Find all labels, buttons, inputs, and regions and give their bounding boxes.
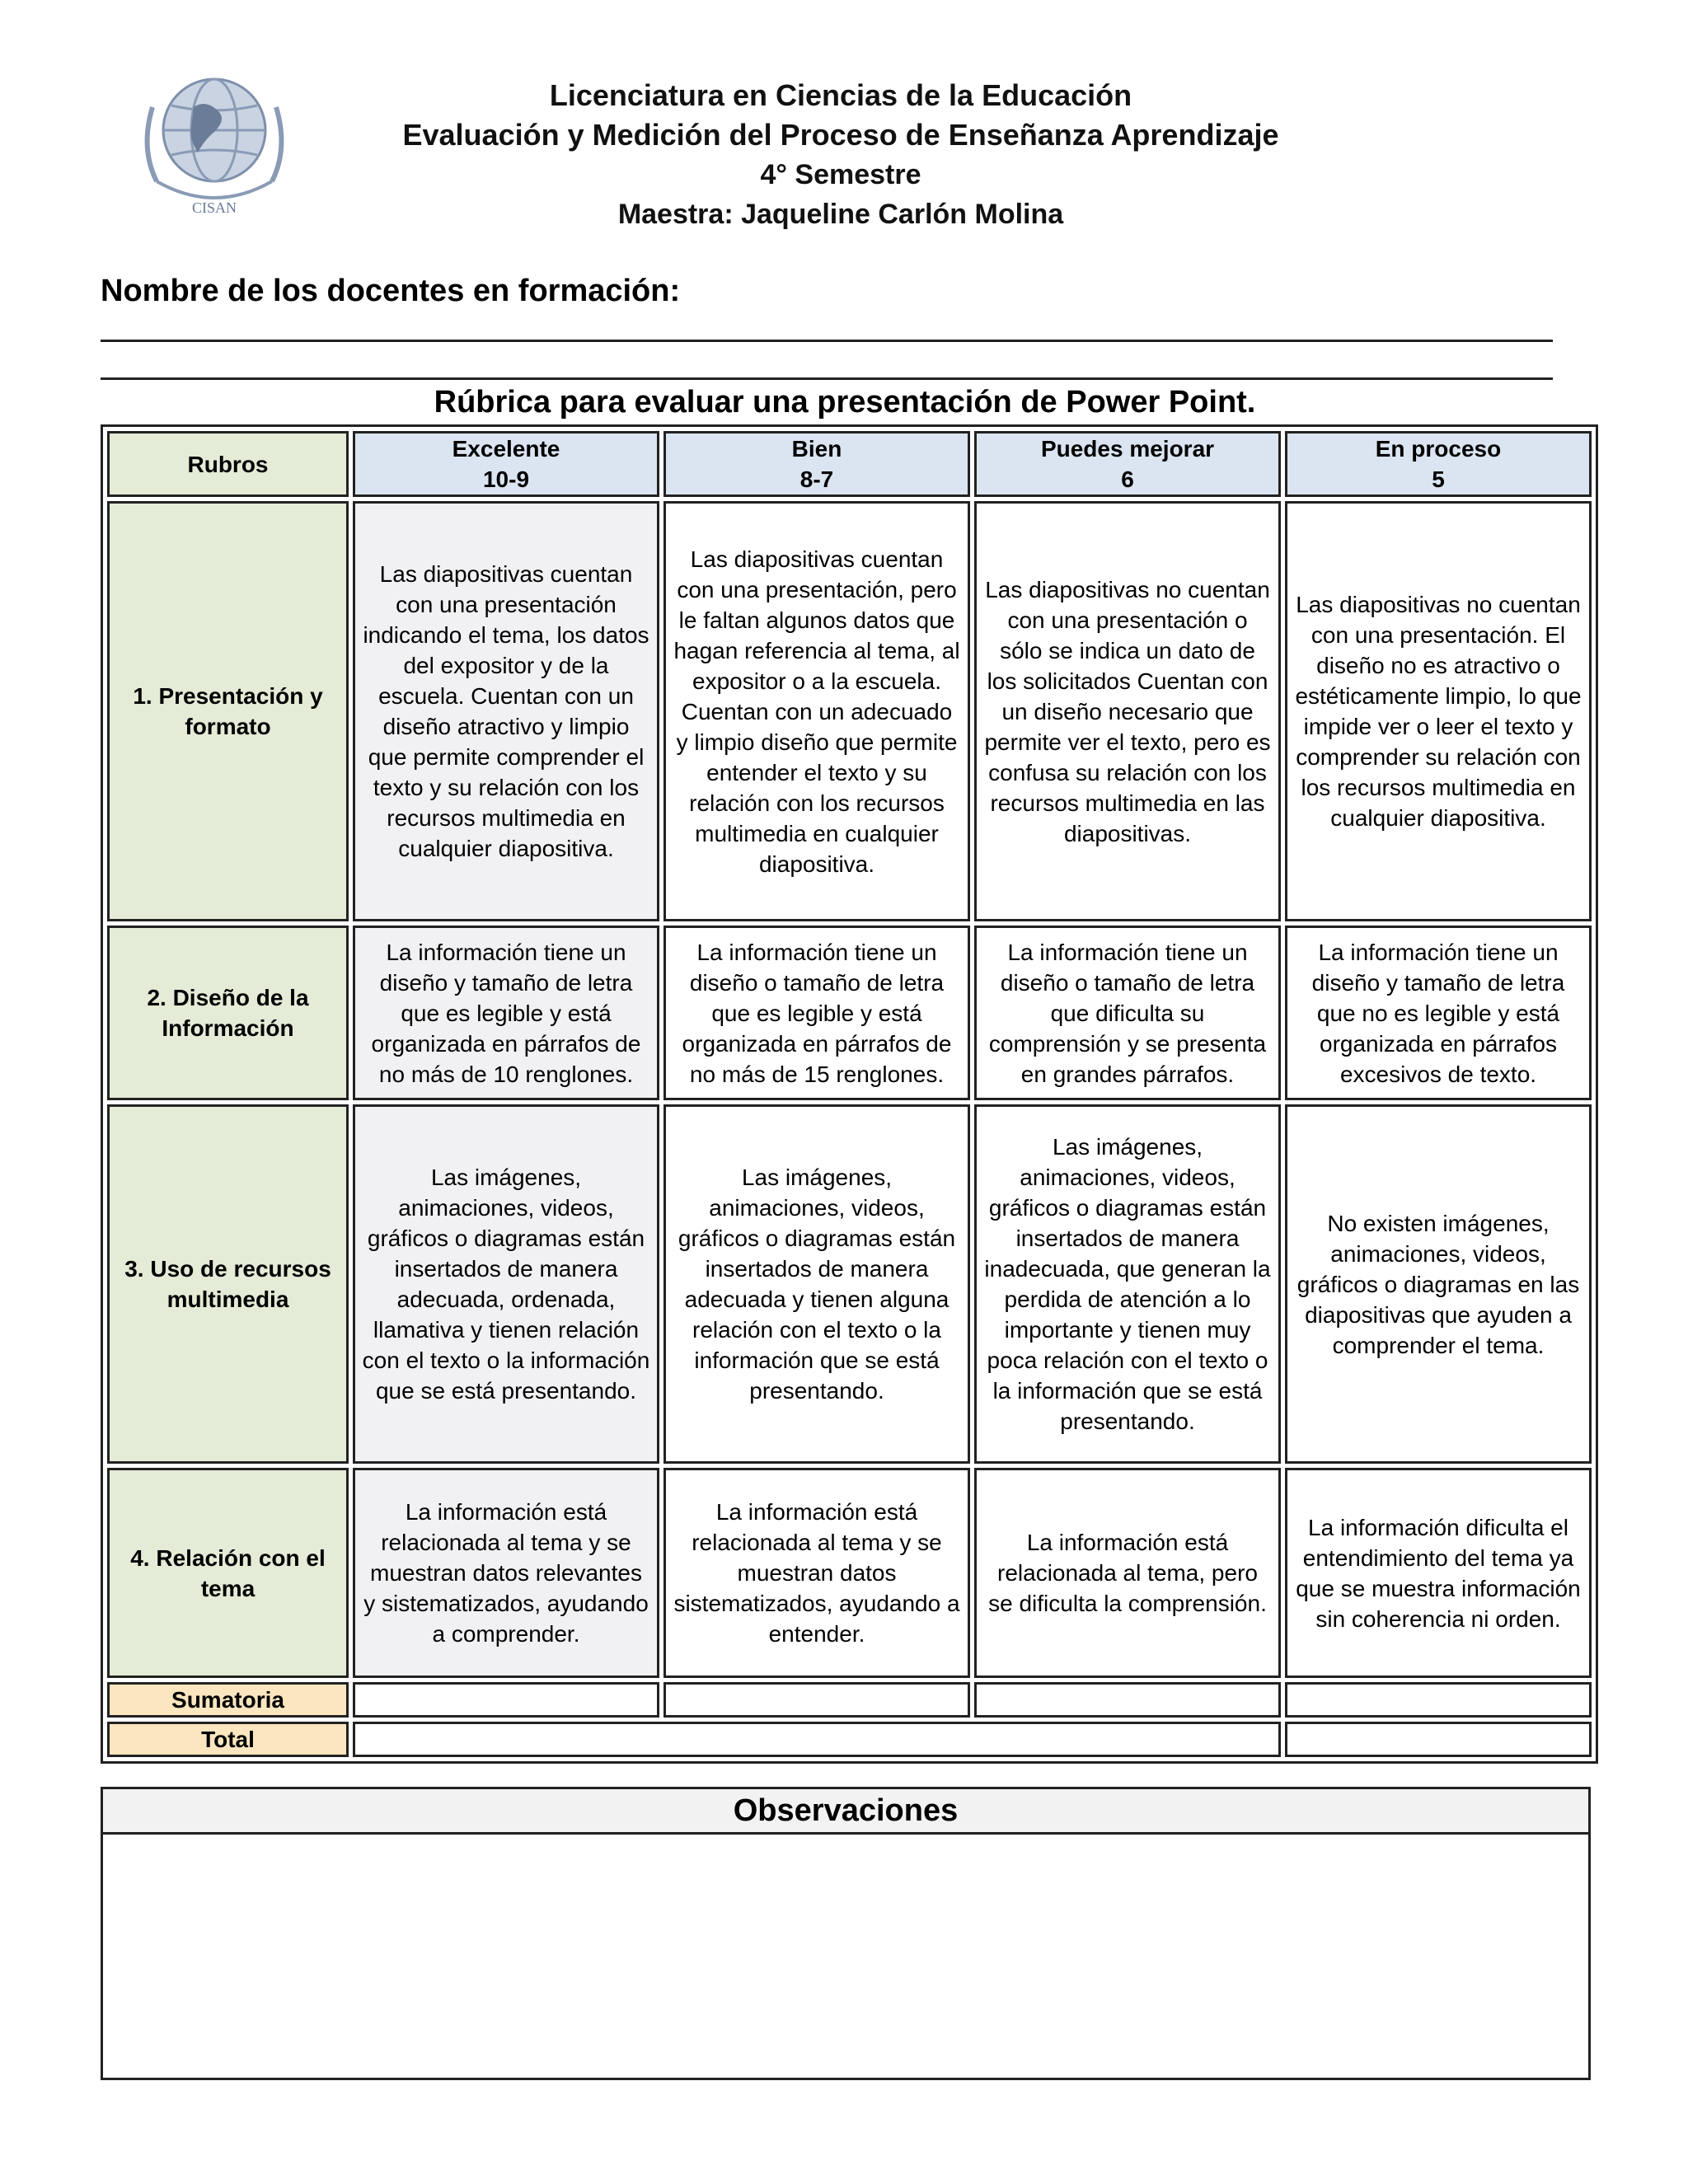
criterion-cell: La información está relacionada al tema y se muestran datos sistematizados, ayudando a entender. <box>663 1468 970 1678</box>
header-semester: 4° Semestre <box>760 159 921 190</box>
col-header-bien: Bien 8-7 <box>663 431 970 497</box>
total-cell[interactable] <box>353 1722 1281 1757</box>
sumatoria-row <box>107 1682 1592 1718</box>
col-header-excelente: Excelente 10-9 <box>353 431 659 497</box>
criterion-cell: La información está relacionada al tema, pero se dificulta la comprensión. <box>974 1468 1281 1678</box>
rubric-row-multimedia <box>107 1104 1592 1464</box>
criterion-cell: Las imágenes, animaciones, videos, gráficos o diagramas están insertados de manera adecuada, ordenada, llamativa y tienen relación con el texto o la información que se está presentando. <box>353 1104 659 1464</box>
rubric-row-relacion <box>107 1468 1592 1678</box>
sumatoria-puedes-mejorar-cell[interactable] <box>974 1682 1281 1718</box>
criterion-cell: No existen imágenes, animaciones, videos, gráficos o diagramas en las diapositivas que ayuden a comprender el tema. <box>1285 1104 1592 1464</box>
col-header-rubros: Rubros <box>107 431 349 497</box>
rubro-label: 1. Presentación y formato <box>107 501 349 921</box>
header-degree: Licenciatura en Ciencias de la Educación <box>549 78 1132 112</box>
criterion-cell: La información está relacionada al tema y se muestran datos relevantes y sistematizados, ayudando a comprender. <box>353 1468 659 1678</box>
rubric-title: Rúbrica para evaluar una presentación de Power Point. <box>434 385 1256 419</box>
criterion-cell: Las diapositivas cuentan con una presentación, pero le faltan algunos datos que hagan referencia al tema, al expositor o a la escuela. Cuentan con un adecuado y limpio diseño que permite entender el texto y su relación con los recursos multimedia en cualquier diapositiva. <box>663 501 970 921</box>
criterion-cell: La información tiene un diseño o tamaño de letra que es legible y está organizada en párrafos de no más de 15 renglones. <box>663 926 970 1100</box>
total-row <box>107 1722 1592 1757</box>
criterion-cell: Las diapositivas no cuentan con una presentación o sólo se indica un dato de los solicitados Cuentan con un diseño necesario que permite ver el texto, pero es confusa su relación con los recursos multimedia en las diapositivas. <box>974 501 1281 921</box>
name-line-2 <box>101 377 1553 380</box>
header-teacher: Maestra: Jaqueline Carlón Molina <box>617 199 1064 230</box>
name-line-1 <box>101 340 1553 342</box>
svg-text:CISAN: CISAN <box>191 199 237 216</box>
sumatoria-bien-cell[interactable] <box>663 1682 970 1718</box>
criterion-cell: La información dificulta el entendimiento del tema ya que se muestra información sin coherencia ni orden. <box>1285 1468 1592 1678</box>
criterion-cell: Las diapositivas cuentan con una presentación indicando el tema, los datos del expositor y de la escuela. Cuentan con un diseño atractivo y limpio que permite comprender el texto y su relación con los recursos multimedia en cualquier diapositiva. <box>353 501 659 921</box>
rubro-label: 3. Uso de recursos multimedia <box>107 1104 349 1464</box>
rubro-label: 2. Diseño de la Información <box>107 926 349 1100</box>
criterion-cell: La información tiene un diseño y tamaño de letra que no es legible y está organizada en párrafos excesivos de texto. <box>1285 926 1592 1100</box>
criterion-cell: La información tiene un diseño y tamaño de letra que es legible y está organizada en párrafos de no más de 10 renglones. <box>353 926 659 1100</box>
names-label: Nombre de los docentes en formación: <box>101 274 681 308</box>
rubro-label: 4. Relación con el tema <box>107 1468 349 1678</box>
header-course: Evaluación y Medición del Proceso de Enseñanza Aprendizaje <box>402 118 1279 152</box>
observaciones-box[interactable] <box>101 1787 1591 2080</box>
observaciones-title: Observaciones <box>103 1789 1588 1835</box>
col-header-en-proceso: En proceso 5 <box>1285 431 1592 497</box>
col-header-puedes-mejorar: Puedes mejorar 6 <box>974 431 1281 497</box>
document-header <box>247 76 1434 234</box>
rubric-table <box>101 424 1598 1764</box>
criterion-cell: Las imágenes, animaciones, videos, gráficos o diagramas están insertados de manera inadecuada, que generan la perdida de atención a lo importante y tienen muy poca relación con el texto o la información que se está presentando. <box>974 1104 1281 1464</box>
total-label: Total <box>107 1722 349 1757</box>
sumatoria-en-proceso-cell[interactable] <box>1285 1682 1592 1718</box>
criterion-cell: Las diapositivas no cuentan con una presentación. El diseño no es atractivo o estéticamente limpio, lo que impide ver o leer el texto y comprender su relación con los recursos multimedia en cualquier diapositiva. <box>1285 501 1592 921</box>
criterion-cell: Las imágenes, animaciones, videos, gráficos o diagramas están insertados de manera adecuada y tienen alguna relación con el texto o la información que se está presentando. <box>663 1104 970 1464</box>
criterion-cell: La información tiene un diseño o tamaño de letra que dificulta su comprensión y se presenta en grandes párrafos. <box>974 926 1281 1100</box>
sumatoria-label: Sumatoria <box>107 1682 349 1718</box>
rubric-header-row <box>107 431 1592 497</box>
total-final-cell[interactable] <box>1285 1722 1592 1757</box>
rubric-row-presentacion <box>107 501 1592 921</box>
rubric-row-diseno <box>107 926 1592 1100</box>
sumatoria-excelente-cell[interactable] <box>353 1682 659 1718</box>
